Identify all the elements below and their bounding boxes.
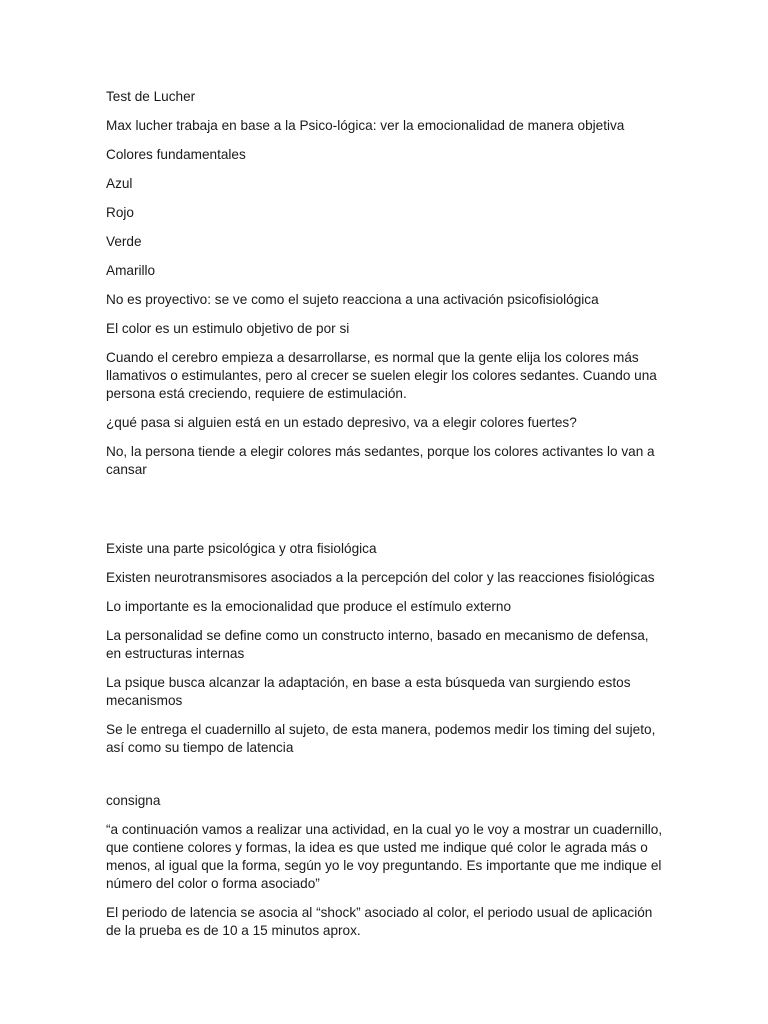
color-item: Azul [106, 176, 133, 191]
paragraph: No es proyectivo: se ve como el sujeto reacciona a una activación psicofisiológica [106, 292, 599, 307]
paragraph: Existen neurotransmisores asociados a la percepción del color y las reacciones fisiológicas [106, 570, 655, 585]
paragraph: La psique busca alcanzar la adaptación, en base a esta búsqueda van surgiendo estos mecanismos [106, 675, 631, 708]
paragraph: Existe una parte psicológica y otra fisiológica [106, 541, 377, 556]
paragraph: El color es un estimulo objetivo de por si [106, 321, 350, 336]
paragraph: Max lucher trabaja en base a la Psico-lógica: ver la emocionalidad de manera objetiva [106, 118, 625, 133]
paragraph: ¿qué pasa si alguien está en un estado depresivo, va a elegir colores fuertes? [106, 415, 577, 430]
paragraph: Cuando el cerebro empieza a desarrollarse, es normal que la gente elija los colores más llamativos o estimulantes, pero al crecer se suelen elegir los colores sedantes. Cuando una persona está creciendo, requiere de estimulación. [106, 350, 657, 401]
spacer [106, 490, 666, 540]
color-item: Amarillo [106, 263, 156, 278]
paragraph: Lo importante es la emocionalidad que produce el estímulo externo [106, 599, 512, 614]
paragraph: Colores fundamentales [106, 147, 246, 162]
paragraph: “a continuación vamos a realizar una actividad, en la cual yo le voy a mostrar un cuadernillo, que contiene colores y formas, la idea es que usted me indique qué color le agrada más o menos, al igual que la forma, según yo le voy preguntando. Es importante que me indique el número del color o forma asociado” [106, 822, 663, 891]
color-item: Rojo [106, 205, 134, 220]
paragraph: No, la persona tiende a elegir colores más sedantes, porque los colores activantes lo van a cansar [106, 444, 655, 477]
document-title: Test de Lucher [106, 89, 196, 104]
section-heading: consigna [106, 793, 161, 808]
paragraph: Se le entrega el cuadernillo al sujeto, de esta manera, podemos medir los timing del sujeto, así como su tiempo de latencia [106, 722, 656, 755]
paragraph: El periodo de latencia se asocia al “shock” asociado al color, el periodo usual de aplicación de la prueba es de 10 a 15 minutos aprox. [106, 905, 653, 938]
paragraph: La personalidad se define como un constructo interno, basado en mecanismo de defensa, en estructuras internas [106, 628, 649, 661]
document-page [106, 88, 666, 951]
color-item: Verde [106, 234, 142, 249]
spacer [106, 768, 666, 792]
